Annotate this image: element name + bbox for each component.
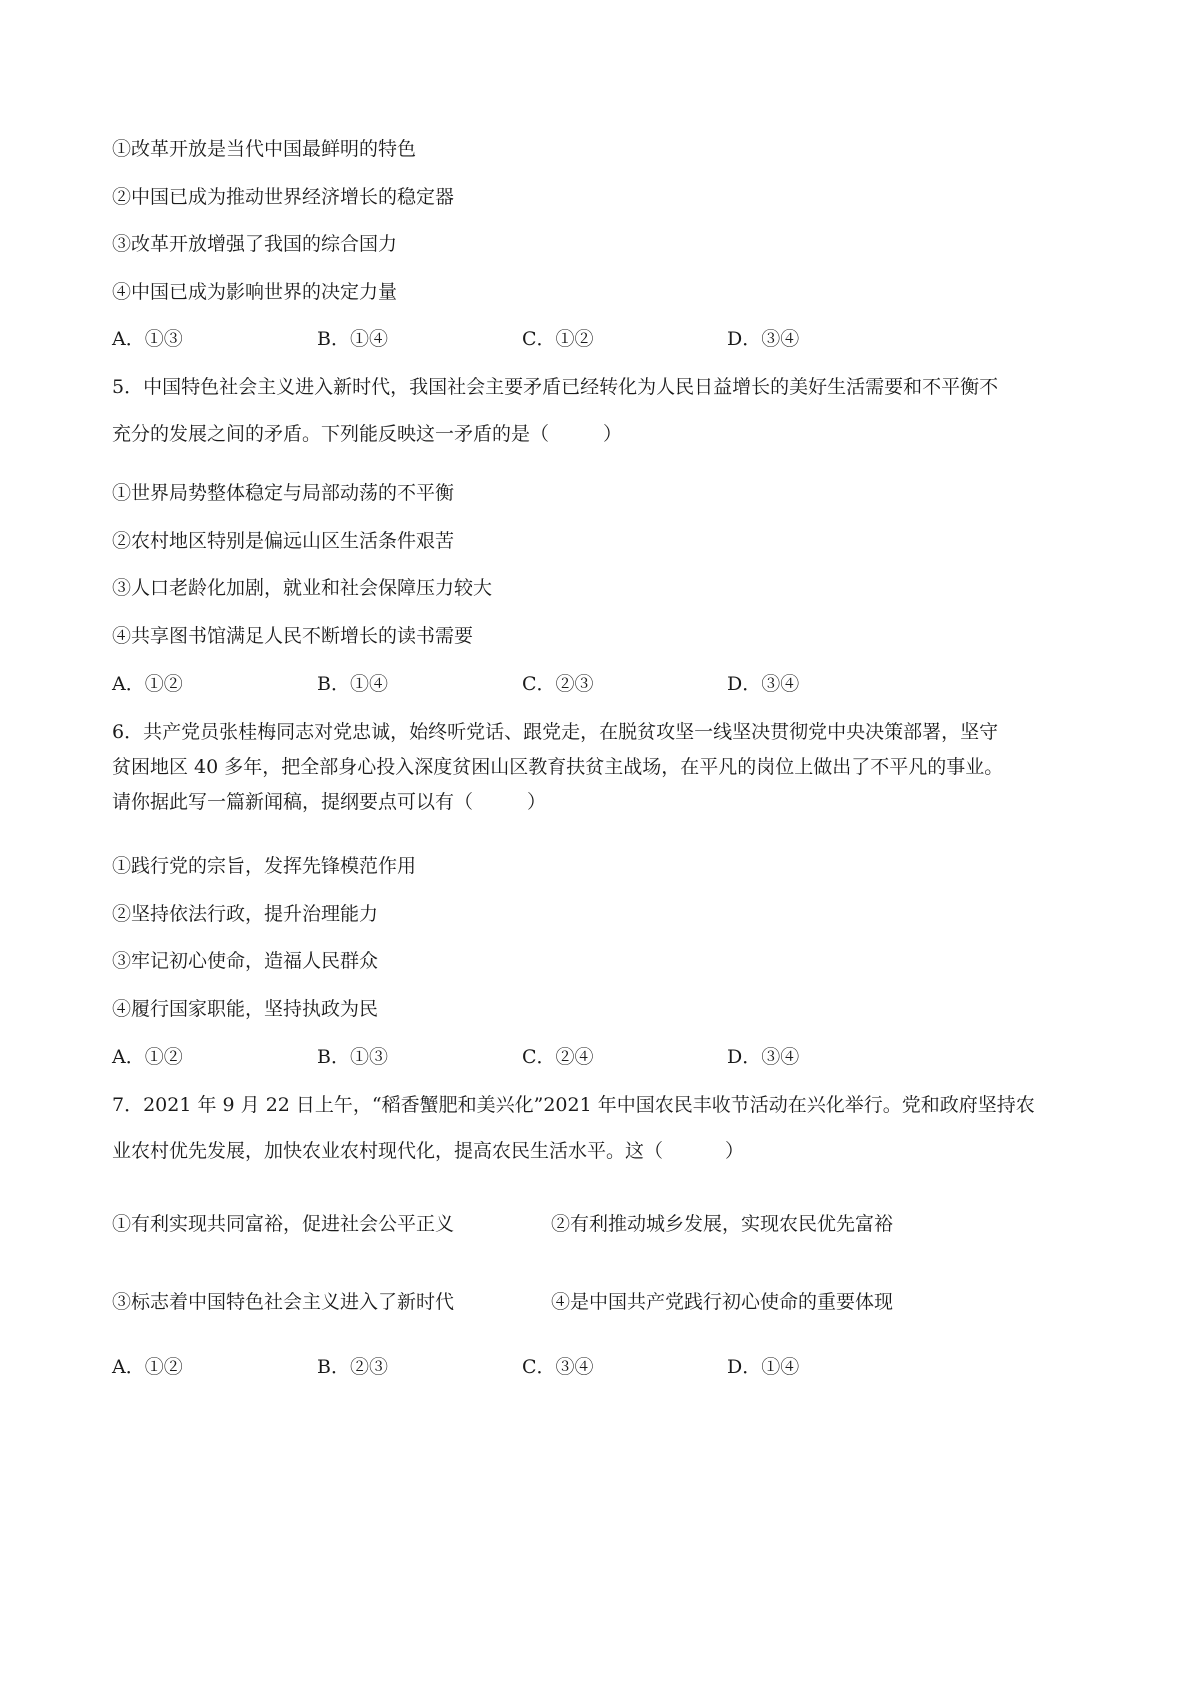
- q5-choice-a: A．①②: [112, 673, 183, 695]
- q6-stem-line-1: 6．共产党员张桂梅同志对党忠诚，始终听党话、跟党走，在脱贫攻坚一线坚决贯彻党中央决策部署，坚守: [112, 721, 999, 743]
- q6-choice-d: D．③④: [727, 1046, 800, 1068]
- q7-stem-close: ）: [725, 1140, 745, 1162]
- q7-option-2: ②有利推动城乡发展，实现农民优先富裕: [551, 1213, 894, 1235]
- q5-stem-line-2: [112, 422, 622, 446]
- q6-stem-line-2: 贫困地区 40 多年，把全部身心投入深度贫困山区教育扶贫主战场，在平凡的岗位上做出了不平凡的事业。: [112, 756, 1004, 778]
- q5-choice-d: D．③④: [727, 673, 800, 695]
- q5-stem-line-1: [112, 375, 998, 399]
- q7-option-1: ①有利实现共同富裕，促进社会公平正义: [112, 1213, 455, 1235]
- q4-option-4: ④中国已成为影响世界的决定力量: [112, 281, 398, 303]
- q5-option-4: ④共享图书馆满足人民不断增长的读书需要: [112, 625, 474, 647]
- q7-choice-b: B．②③: [317, 1356, 388, 1378]
- q4-option-1: ①改革开放是当代中国最鲜明的特色: [112, 138, 417, 160]
- q5-option-1: ①世界局势整体稳定与局部动荡的不平衡: [112, 482, 455, 504]
- q5-option-2: ②农村地区特别是偏远山区生活条件艰苦: [112, 530, 455, 552]
- q6-choice-a: A．①②: [112, 1046, 183, 1068]
- q4-choices: [112, 327, 1012, 351]
- q4-choice-a: A．①③: [112, 328, 183, 350]
- q4-choice-c: C．①②: [522, 328, 594, 350]
- q5-stem-text-1: 5．中国特色社会主义进入新时代，我国社会主要矛盾已经转化为人民日益增长的美好生活需要和不平衡不: [112, 376, 999, 398]
- q7-choice-a: A．①②: [112, 1356, 183, 1378]
- q7-stem-line-1: 7．2021 年 9 月 22 日上午，“稻香蟹肥和美兴化”2021 年中国农民丰收节活动在兴化举行。党和政府坚持农: [112, 1094, 1035, 1116]
- q5-choice-b: B．①④: [317, 673, 388, 695]
- q5-option-3: ③人口老龄化加剧，就业和社会保障压力较大: [112, 577, 493, 599]
- q5-choices: [112, 672, 1012, 696]
- q6-choices: [112, 1045, 1012, 1069]
- q4-choice-d: D．③④: [727, 328, 800, 350]
- q6-stem-line-3: [112, 790, 546, 814]
- q6-option-4: ④履行国家职能，坚持执政为民: [112, 998, 379, 1020]
- q7-choices: [112, 1355, 1012, 1379]
- q6-option-3: ③牢记初心使命，造福人民群众: [112, 950, 379, 972]
- q7-option-3: ③标志着中国特色社会主义进入了新时代: [112, 1291, 455, 1313]
- q7-option-4: ④是中国共产党践行初心使命的重要体现: [551, 1291, 894, 1313]
- q7-stem-text-2: 业农村优先发展，加快农业农村现代化，提高农民生活水平。这（: [112, 1140, 664, 1162]
- q6-option-1: ①践行党的宗旨，发挥先锋模范作用: [112, 855, 417, 877]
- q7-choice-d: D．①④: [727, 1356, 800, 1378]
- q6-choice-b: B．①③: [317, 1046, 388, 1068]
- q4-option-2: ②中国已成为推动世界经济增长的稳定器: [112, 186, 455, 208]
- q5-stem-text-2: 充分的发展之间的矛盾。下列能反映这一矛盾的是（: [112, 423, 550, 445]
- q6-choice-c: C．②④: [522, 1046, 594, 1068]
- q7-choice-c: C．③④: [522, 1356, 594, 1378]
- q7-stem-line-2: [112, 1139, 744, 1163]
- q4-option-3: ③改革开放增强了我国的综合国力: [112, 233, 398, 255]
- q4-choice-b: B．①④: [317, 328, 388, 350]
- q6-stem-close: ）: [527, 791, 547, 813]
- q5-choice-c: C．②③: [522, 673, 594, 695]
- q6-option-2: ②坚持依法行政，提升治理能力: [112, 903, 379, 925]
- q6-stem-text-3: 请你据此写一篇新闻稿，提纲要点可以有（: [112, 791, 474, 813]
- q5-stem-close: ）: [603, 423, 623, 445]
